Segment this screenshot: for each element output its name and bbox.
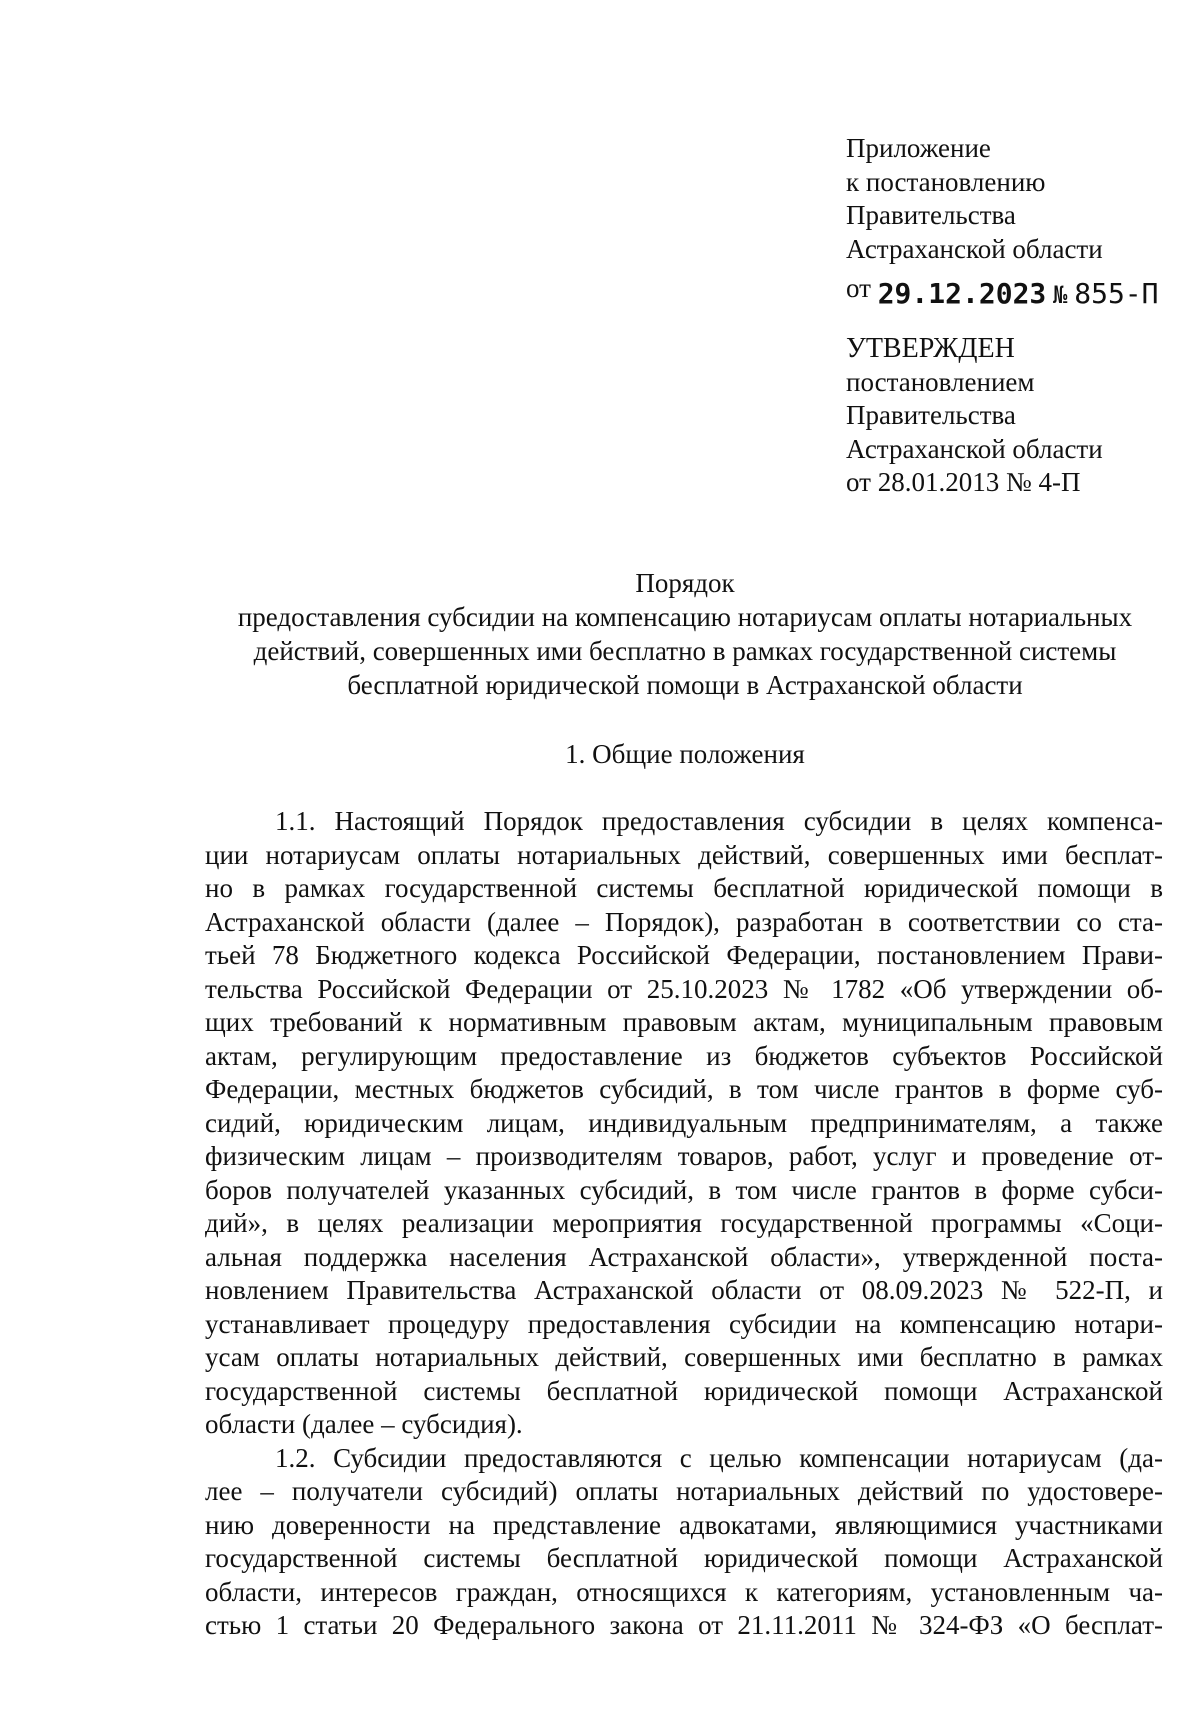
paragraph-line: боров получателей указанных субсидий, в том числе грантов в форме субси- xyxy=(205,1174,1163,1205)
paragraph-line: 1.2. Субсидии предоставляются с целью компенсации нотариусам (да- xyxy=(275,1442,1163,1473)
paragraph-line: устанавливает процедуру предоставления субсидии на компенсацию нотари- xyxy=(205,1308,1163,1339)
approval-line: Астраханской области xyxy=(846,433,1103,464)
paragraph-line: Астраханской области (далее – Порядок), разработан в соответствии со ста- xyxy=(205,906,1163,937)
title-line: предоставления субсидии на компенсацию нотариусам оплаты нотариальных xyxy=(237,602,1133,632)
appendix-number-sign: № xyxy=(1053,281,1068,309)
paragraph-line: щих требований к нормативным правовым актам, муниципальным правовым xyxy=(205,1007,1163,1037)
appendix-line: к постановлению xyxy=(846,166,1046,197)
paragraph-line: стью 1 статьи 20 Федерального закона от 21.11.2011 № 324-ФЗ «О бесплат- xyxy=(205,1610,1163,1640)
title-line: бесплатной юридической помощи в Астраханской области xyxy=(347,670,1023,700)
appendix-block xyxy=(846,132,1186,313)
paragraph-line: нию доверенности на представление адвокатами, являющимися участниками xyxy=(205,1509,1163,1540)
paragraph-line: области (далее – субсидия). xyxy=(205,1409,523,1439)
section-heading: 1. Общие положения xyxy=(565,739,805,769)
paragraph-line: усам оплаты нотариальных действий, совершенных ими бесплатно в рамках xyxy=(205,1342,1163,1372)
paragraph-line: но в рамках государственной системы бесплатной юридической помощи в xyxy=(205,873,1163,903)
paragraph-line: физическим лицам – производителям товаров, работ, услуг и проведение от- xyxy=(205,1141,1163,1171)
paragraph-line: государственной системы бесплатной юридической помощи Астраханской xyxy=(205,1375,1163,1406)
appendix-date-prefix: от xyxy=(846,273,871,303)
paragraph-line: тьей 78 Бюджетного кодекса Российской Федерации, постановлением Прави- xyxy=(205,940,1163,970)
paragraph-line: тельства Российской Федерации от 25.10.2023 № 1782 «Об утверждении об- xyxy=(205,973,1163,1004)
approval-line: постановлением xyxy=(846,366,1035,397)
paragraph-line: сидий, юридическим лицам, индивидуальным предпринимателям, а также xyxy=(205,1107,1163,1138)
paragraph-line: области, интересов граждан, относящихся к категориям, установленным ча- xyxy=(205,1576,1163,1607)
paragraph-line: государственной системы бесплатной юридической помощи Астраханской xyxy=(205,1543,1163,1573)
paragraph-line: 1.1. Настоящий Порядок предоставления субсидии в целях компенса- xyxy=(275,806,1163,836)
title-heading: Порядок xyxy=(635,568,735,598)
approval-block xyxy=(846,332,1186,500)
paragraph-line: Федерации, местных бюджетов субсидий, в том числе грантов в форме суб- xyxy=(205,1074,1163,1104)
approval-line: от 28.01.2013 № 4-П xyxy=(846,467,1081,497)
paragraph-1-1 xyxy=(205,805,1163,1442)
paragraph-line: дий», в целях реализации мероприятия государственной программы «Соци- xyxy=(205,1208,1163,1238)
appendix-line: Приложение xyxy=(846,133,991,163)
appendix-line: Правительства xyxy=(846,200,1016,230)
paragraph-line: актам, регулирующим предоставление из бюджетов субъектов Российской xyxy=(205,1040,1163,1071)
appendix-number: 855-П xyxy=(1074,277,1159,310)
document-title xyxy=(205,566,1165,702)
approval-heading: УТВЕРЖДЕН xyxy=(846,333,1015,364)
paragraph-line: альная поддержка населения Астраханской области», утвержденной поста- xyxy=(205,1241,1163,1272)
approval-line: Правительства xyxy=(846,400,1016,430)
paragraph-line: новлением Правительства Астраханской области от 08.09.2023 № 522-П, и xyxy=(205,1275,1163,1305)
appendix-date-line xyxy=(846,272,1186,313)
paragraph-line: ции нотариусам оплаты нотариальных действий, совершенных ими бесплат- xyxy=(205,839,1163,870)
appendix-date: 29.12.2023 xyxy=(877,277,1047,310)
appendix-line: Астраханской области xyxy=(846,233,1103,264)
title-line: действий, совершенных ими бесплатно в рамках государственной системы xyxy=(253,636,1117,666)
paragraph-line: лее – получатели субсидий) оплаты нотариальных действий по удостовере- xyxy=(205,1476,1163,1506)
body-text xyxy=(205,805,1163,1643)
paragraph-1-2 xyxy=(205,1442,1163,1643)
